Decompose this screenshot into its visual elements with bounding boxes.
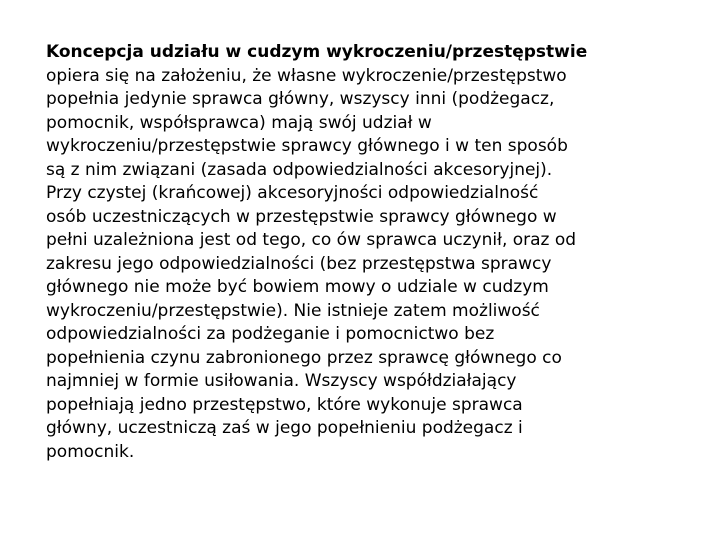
text-line: osób uczestniczących w przestępstwie sprawcy głównego w (46, 206, 557, 227)
body-text (46, 41, 686, 464)
text-line: są z nim związani (zasada odpowiedzialności akcesoryjnej). (46, 159, 553, 180)
text-line: najmniej w formie usiłowania. Wszyscy współdziałający (46, 371, 517, 391)
text-line: główny, uczestniczą zaś w jego popełnieniu podżegacz i (46, 418, 523, 438)
text-line: popełnienia czynu zabronionego przez sprawcę głównego co (46, 347, 562, 368)
text-line: zakresu jego odpowiedzialności (bez przestępstwa sprawcy (46, 253, 552, 274)
text-line: Przy czystej (krańcowej) akcesoryjności odpowiedzialność (46, 183, 539, 203)
text-line: wykroczeniu/przestępstwie). Nie istnieje zatem możliwość (46, 300, 540, 321)
text-line: odpowiedzialności za podżeganie i pomocnictwo bez (46, 324, 495, 344)
text-line: popełnia jedynie sprawca główny, wszyscy inni (podżegacz, (46, 89, 555, 109)
text-line: wykroczeniu/przestępstwie sprawcy głównego i w ten sposób (46, 136, 568, 156)
text-line: pełni uzależniona jest od tego, co ów sprawca uczynił, oraz od (46, 230, 577, 250)
text-line: opiera się na założeniu, że własne wykroczenie/przestępstwo (46, 65, 567, 86)
heading-line: Koncepcja udziału w cudzym wykroczeniu/przestępstwie (46, 42, 588, 62)
text-line: głównego nie może być bowiem mowy o udziale w cudzym (46, 277, 549, 297)
text-line: popełniają jedno przestępstwo, które wykonuje sprawca (46, 394, 523, 415)
text-line: pomocnik. (46, 441, 135, 462)
text-line: pomocnik, współsprawca) mają swój udział w (46, 112, 432, 133)
